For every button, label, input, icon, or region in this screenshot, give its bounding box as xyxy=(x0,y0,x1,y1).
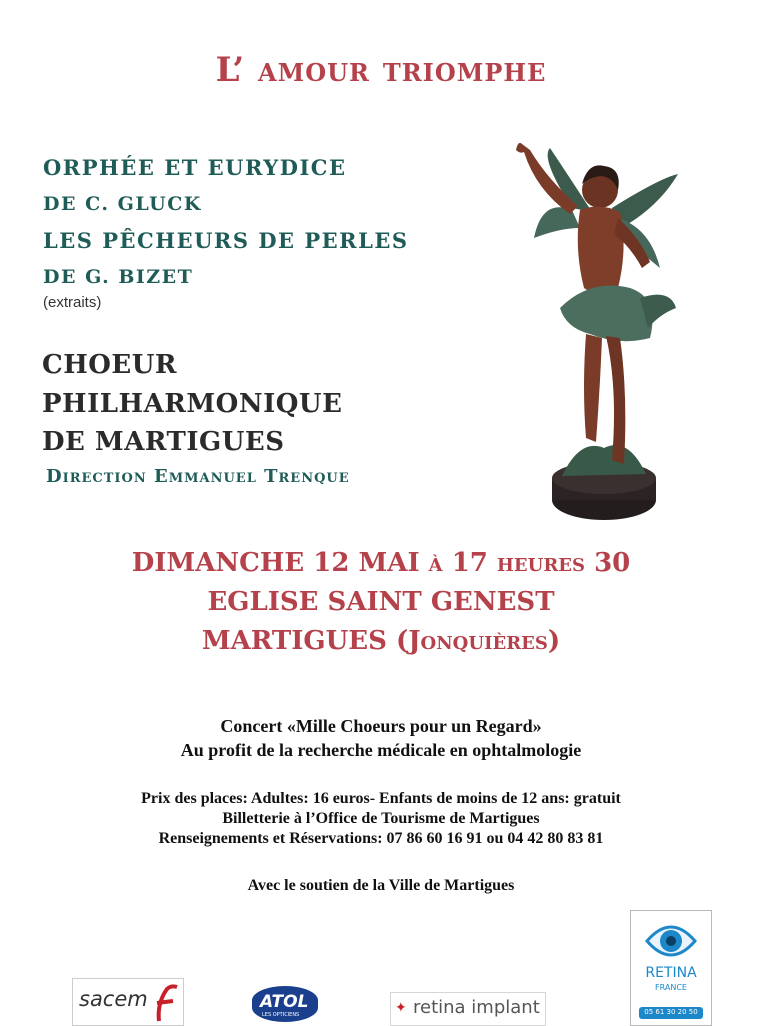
atol-logo-text: ATOL xyxy=(260,992,309,1012)
sacem-logo xyxy=(72,978,184,1026)
choir-direction: Direction Emmanuel Trenque xyxy=(46,466,350,487)
work-orphee: ORPHÉE ET EURYDICE xyxy=(43,155,347,180)
reservations-contact: Renseignements et Réservations: 07 86 60 16 91 ou 04 42 80 83 81 xyxy=(158,830,604,847)
sacem-logo-text: sacem xyxy=(79,987,148,1011)
retina-phone-badge xyxy=(639,1007,703,1019)
event-date-time: DIMANCHE 12 MAI à 17 heures 30 xyxy=(131,548,631,578)
retina-france-title: RETINA xyxy=(645,965,697,981)
atol-logo xyxy=(250,984,322,1024)
work-pecheurs: LES PÊCHEURS DE PERLES xyxy=(43,228,409,253)
choir-line-2: PHILHARMONIQUE xyxy=(42,389,343,419)
retina-france-subtitle: FRANCE xyxy=(655,983,687,992)
event-venue: EGLISE SAINT GENEST xyxy=(207,587,555,617)
retina-implant-logo xyxy=(390,992,546,1026)
poster-title: L’ amour triomphe xyxy=(215,50,547,90)
work-bizet: DE G. BIZET xyxy=(43,266,194,288)
concert-purpose: Au profit de la recherche médicale en ophtalmologie xyxy=(180,740,582,760)
box-office: Billetterie à l’Office de Tourisme de Martigues xyxy=(222,810,540,827)
atol-logo-subtext: LES OPTICIENS xyxy=(262,1012,300,1018)
extraits-note: (extraits) xyxy=(43,294,102,311)
eye-icon xyxy=(645,919,697,963)
sacem-f-icon xyxy=(153,983,179,1023)
ticket-prices: Prix des places: Adultes: 16 euros- Enfants de moins de 12 ans: gratuit xyxy=(141,790,621,807)
retina-implant-icon: ✦ xyxy=(395,1000,407,1016)
event-place: MARTIGUES (Jonquières) xyxy=(201,626,561,656)
choir-line-3: DE MARTIGUES xyxy=(42,427,285,457)
work-gluck: DE C. GLUCK xyxy=(43,193,202,215)
retina-phone-text: 05 61 30 20 50 xyxy=(644,1008,698,1016)
retina-france-logo xyxy=(630,910,712,1026)
cupid-statue-image xyxy=(500,138,690,528)
concert-title: Concert «Mille Choeurs pour un Regard» xyxy=(220,716,542,736)
choir-line-1: CHOEUR xyxy=(42,350,178,380)
support-line: Avec le soutien de la Ville de Martigues xyxy=(247,877,515,894)
retina-implant-text: retina implant xyxy=(413,997,540,1018)
